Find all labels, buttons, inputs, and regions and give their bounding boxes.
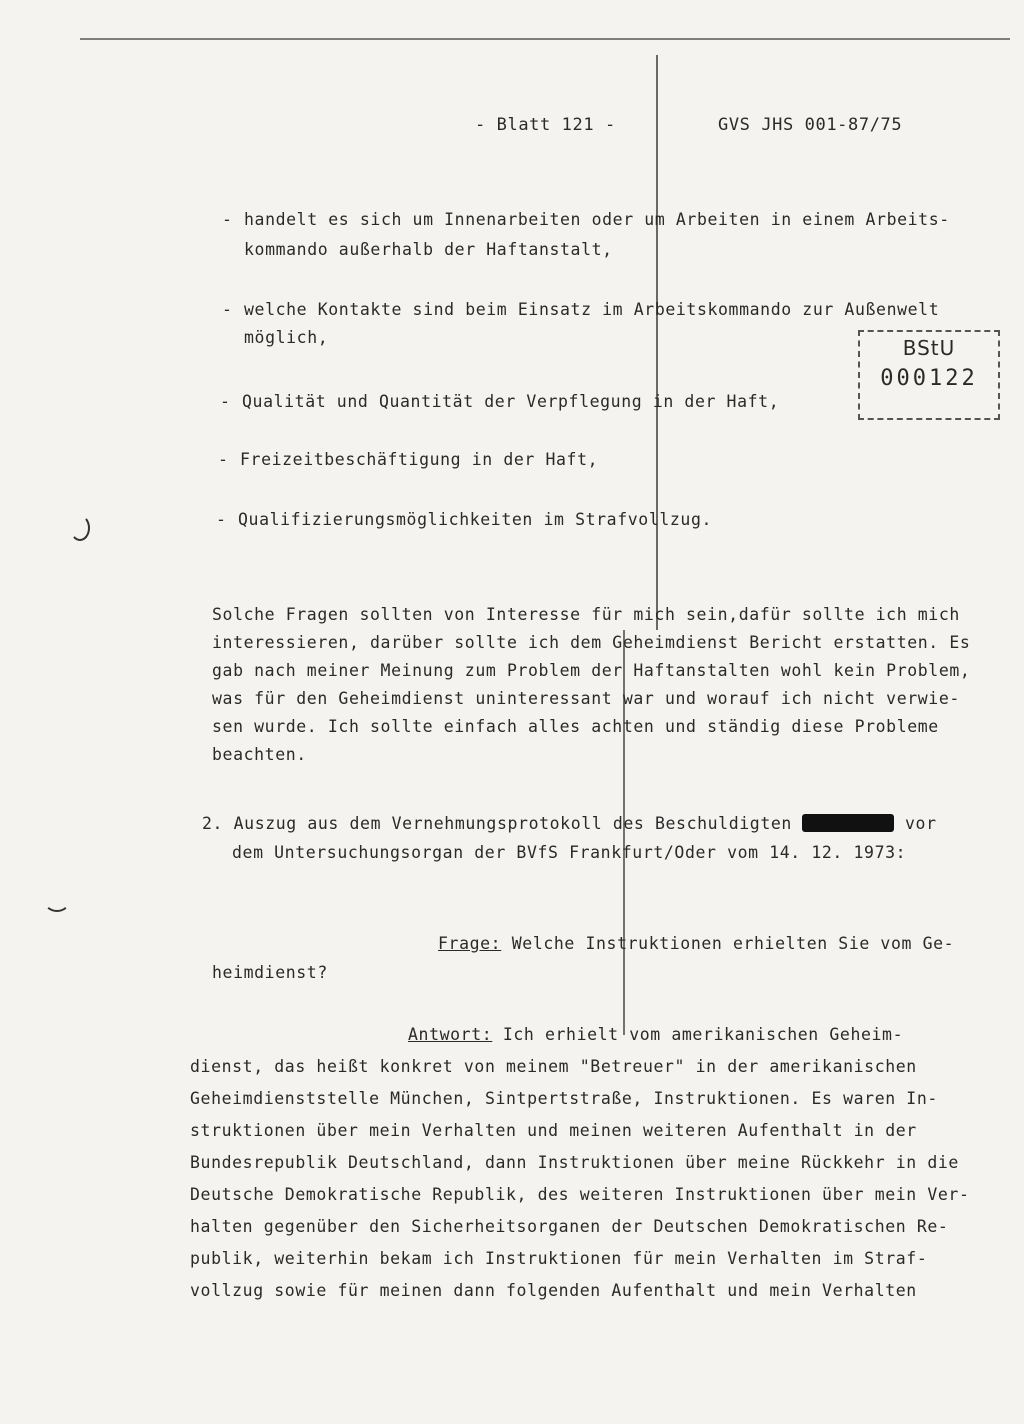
bullet-item bbox=[218, 450, 598, 469]
fold-line bbox=[656, 55, 658, 630]
stamp-title: BStU bbox=[902, 336, 956, 360]
answer-line: dienst, das heißt konkret von meinem "Betreuer" in der amerikanischen bbox=[190, 1057, 917, 1076]
page-label: - Blatt 121 - bbox=[475, 115, 616, 135]
answer-label: Antwort: bbox=[408, 1025, 493, 1044]
section-subtitle: dem Untersuchungsorgan der BVfS Frankfurt/Oder vom 14. 12. 1973: bbox=[232, 843, 907, 862]
question-line bbox=[438, 934, 954, 953]
bullet-text: welche Kontakte sind beim Einsatz im Arbeitskommando zur Außenwelt bbox=[244, 300, 940, 319]
question-text-cont: heimdienst? bbox=[212, 963, 328, 982]
punch-hole-mark bbox=[70, 515, 90, 541]
bullet-item bbox=[220, 392, 779, 411]
bullet-item bbox=[216, 510, 712, 529]
bullet-dash: - bbox=[216, 510, 227, 529]
paragraph-line: interessieren, darüber sollte ich dem Geheimdienst Bericht erstatten. Es bbox=[212, 633, 971, 652]
paragraph-line: sen wurde. Ich sollte einfach alles achten und ständig diese Probleme bbox=[212, 717, 939, 736]
bullet-text: Freizeitbeschäftigung in der Haft, bbox=[240, 450, 599, 469]
answer-line: publik, weiterhin bekam ich Instruktionen für mein Verhalten im Straf- bbox=[190, 1249, 928, 1268]
reference-number: GVS JHS 001-87/75 bbox=[718, 115, 903, 135]
stamp-number: 000122 bbox=[880, 366, 978, 391]
bullet-dash: - bbox=[222, 210, 233, 229]
bullet-item bbox=[222, 210, 950, 229]
bullet-dash: - bbox=[220, 392, 231, 411]
top-rule bbox=[80, 38, 1010, 40]
answer-text: Ich erhielt vom amerikanischen Geheim- bbox=[502, 1025, 904, 1044]
bullet-dash: - bbox=[222, 300, 233, 319]
answer-line: Geheimdienststelle München, Sintpertstraße, Instruktionen. Es waren In- bbox=[190, 1089, 938, 1108]
paragraph-line: gab nach meiner Meinung zum Problem der Haftanstalten wohl kein Problem, bbox=[212, 661, 971, 680]
answer-line: Deutsche Demokratische Republik, des weiteren Instruktionen über mein Ver- bbox=[190, 1185, 970, 1204]
paragraph-line: was für den Geheimdienst uninteressant war und worauf ich nicht verwie- bbox=[212, 689, 960, 708]
answer-line: halten gegenüber den Sicherheitsorganen der Deutschen Demokratischen Re- bbox=[190, 1217, 949, 1236]
answer-line: struktionen über mein Verhalten und meinen weiteren Aufenthalt in der bbox=[190, 1121, 917, 1140]
section-number: 2. bbox=[202, 814, 224, 833]
section-heading bbox=[202, 814, 937, 833]
bullet-item bbox=[222, 300, 939, 319]
answer-line bbox=[408, 1025, 903, 1044]
redaction-bar bbox=[802, 814, 894, 832]
bullet-dash: - bbox=[218, 450, 229, 469]
bullet-text: Qualität und Quantität der Verpflegung in der Haft, bbox=[242, 392, 780, 411]
paragraph-line: beachten. bbox=[212, 745, 307, 764]
question-label: Frage: bbox=[438, 934, 502, 953]
question-text: Welche Instruktionen erhielten Sie vom Ge- bbox=[511, 934, 955, 953]
bullet-text-cont: kommando außerhalb der Haftanstalt, bbox=[244, 240, 613, 259]
punch-hole-mark bbox=[44, 890, 70, 912]
answer-line: vollzug sowie für meinen dann folgenden Aufenthalt und mein Verhalten bbox=[190, 1281, 917, 1300]
section-title-part1: Auszug aus dem Vernehmungsprotokoll des Beschuldigten bbox=[233, 814, 792, 833]
answer-line: Bundesrepublik Deutschland, dann Instruktionen über meine Rückkehr in die bbox=[190, 1153, 959, 1172]
bullet-text-cont: möglich, bbox=[244, 328, 329, 347]
section-title-part2: vor bbox=[905, 814, 937, 833]
bullet-text: handelt es sich um Innenarbeiten oder um Arbeiten in einem Arbeits- bbox=[244, 210, 950, 229]
paragraph-line: Solche Fragen sollten von Interesse für mich sein,dafür sollte ich mich bbox=[212, 605, 960, 624]
bullet-text: Qualifizierungsmöglichkeiten im Strafvollzug. bbox=[238, 510, 713, 529]
bstu-stamp bbox=[858, 330, 1000, 420]
